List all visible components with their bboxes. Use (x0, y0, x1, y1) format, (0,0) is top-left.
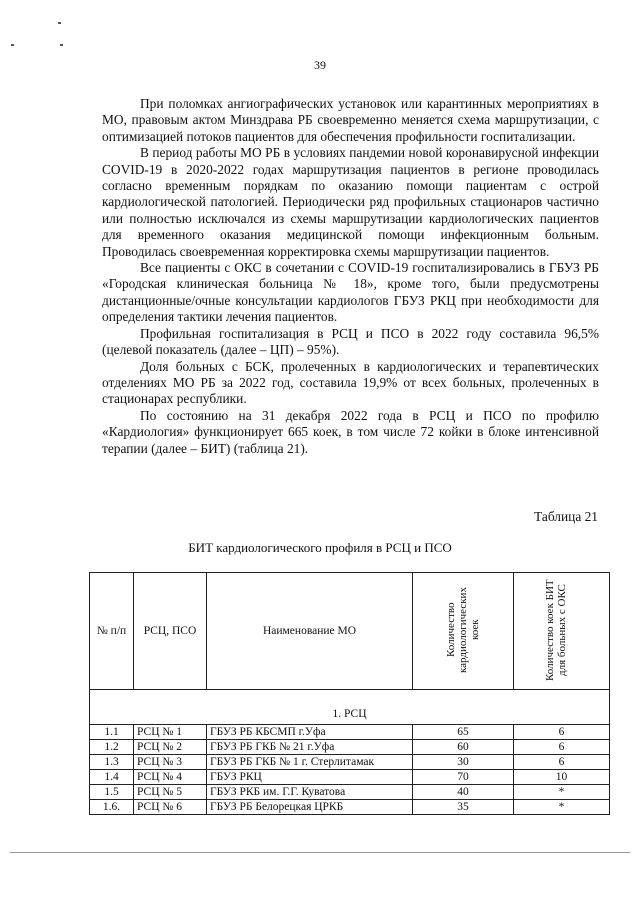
cell-beds: 30 (413, 755, 514, 770)
margin-mark (58, 22, 61, 24)
bit-table (89, 572, 610, 815)
cell-num: 1.4 (90, 770, 134, 785)
cell-num: 1.1 (90, 725, 134, 740)
cell-num: 1.3 (90, 755, 134, 770)
page-number: 39 (314, 58, 326, 72)
cell-bit-beds: * (514, 800, 610, 815)
cell-num: 1.6. (90, 800, 134, 815)
table-row (90, 800, 610, 815)
cell-beds: 40 (413, 785, 514, 800)
table-row (90, 785, 610, 800)
table-row (90, 770, 610, 785)
margin-mark (11, 44, 14, 46)
cell-center: РСЦ № 2 (134, 740, 207, 755)
cell-name: ГБУЗ РБ ГКБ № 1 г. Стерлитамак (207, 755, 413, 770)
page-bottom-rule (10, 852, 630, 853)
cell-name: ГБУЗ РКБ им. Г.Г. Куватова (207, 785, 413, 800)
header-bit-beds (514, 573, 610, 690)
header-bit-beds-text: Количество коек БИТ для больных с ОКС (543, 578, 568, 681)
header-beds (413, 573, 514, 690)
margin-mark (60, 44, 63, 46)
header-num: № п/п (90, 573, 134, 690)
header-name: Наименование МО (207, 573, 413, 690)
cell-center: РСЦ № 4 (134, 770, 207, 785)
cell-beds: 70 (413, 770, 514, 785)
cell-beds: 60 (413, 740, 514, 755)
cell-name: ГБУЗ РКЦ (207, 770, 413, 785)
body-text (102, 96, 599, 457)
cell-beds: 35 (413, 800, 514, 815)
table-row (90, 740, 610, 755)
cell-name: ГБУЗ РБ КБСМП г.Уфа (207, 725, 413, 740)
cell-bit-beds: 6 (514, 725, 610, 740)
cell-bit-beds: 10 (514, 770, 610, 785)
paragraph: Доля больных с БСК, пролеченных в кардиологических и терапевтических отделениях МО РБ за 2022 год, составила 19,9% от всех больных, пролеченных в стационарах республики. (102, 358, 599, 407)
cell-bit-beds: * (514, 785, 610, 800)
cell-center: РСЦ № 6 (134, 800, 207, 815)
table-header-row (90, 573, 610, 690)
section-label: 1. РСЦ (90, 690, 610, 725)
cell-center: РСЦ № 5 (134, 785, 207, 800)
paragraph: Профильная госпитализация в РСЦ и ПСО в 2022 году составила 96,5% (целевой показатель (далее – ЦП) – 95%). (102, 325, 599, 358)
paragraph: По состоянию на 31 декабря 2022 года в РСЦ и ПСО по профилю «Кардиология» функционирует 665 коек, в том числе 72 койки в блоке интенсивной терапии (далее – БИТ) (таблица 21). (102, 407, 599, 456)
cell-name: ГБУЗ РБ Белорецкая ЦРКБ (207, 800, 413, 815)
table-label: Таблица 21 (534, 509, 598, 524)
header-beds-text: Количество кардиологических коек (445, 586, 481, 673)
paragraph: При поломках ангиографических установок или карантинных мероприятиях в МО, правовым актом Минздрава РБ своевременно меняется схема маршрутизации, с оптимизацией потоков пациентов для обеспечения профильности госпитализации. (102, 96, 599, 144)
cell-num: 1.5 (90, 785, 134, 800)
table-row (90, 725, 610, 740)
cell-name: ГБУЗ РБ ГКБ № 21 г.Уфа (207, 740, 413, 755)
cell-bit-beds: 6 (514, 755, 610, 770)
cell-num: 1.2 (90, 740, 134, 755)
section-row (90, 690, 610, 725)
table-title: БИТ кардиологического профиля в РСЦ и ПСО (188, 540, 452, 555)
cell-beds: 65 (413, 725, 514, 740)
cell-center: РСЦ № 1 (134, 725, 207, 740)
paragraph: Все пациенты с ОКС в сочетании с COVID-19 госпитализировались в ГБУЗ РБ «Городская клиническая больница № 18», кроме того, были предусмотрены дистанционные/очные консультации кардиологов ГБУЗ РКЦ при необходимости для определения тактики лечения пациентов. (102, 260, 599, 325)
table-row (90, 755, 610, 770)
cell-bit-beds: 6 (514, 740, 610, 755)
header-center: РСЦ, ПСО (134, 573, 207, 690)
paragraph: В период работы МО РБ в условиях пандемии новой коронавирусной инфекции COVID-19 в 2020-2022 годах маршрутизация пациентов в регионе проводилась согласно временным порядкам по оказанию помощи пациентам с острой кардиологической патологией. Периодически ряд профильных стационаров частично или полностью исключался из схемы маршрутизации кардиологических пациентов для временного оказания медицинской помощи инфекционным больным. Проводилась своевременная корректировка схемы маршрутизации пациентов. (102, 145, 599, 259)
cell-center: РСЦ № 3 (134, 755, 207, 770)
